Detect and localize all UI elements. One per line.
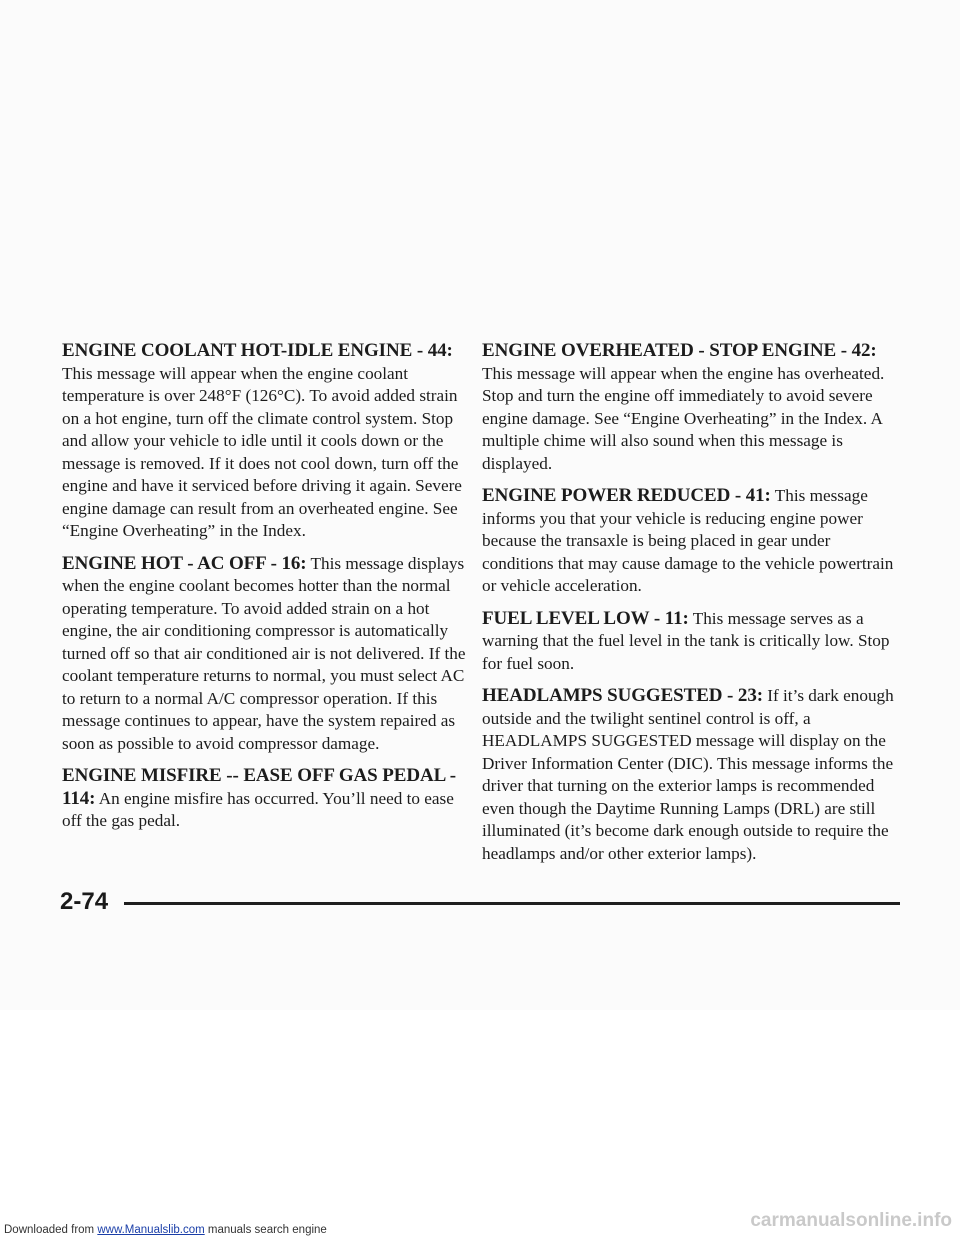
message-entry-coolant-hot-idle <box>62 340 468 543</box>
right-column <box>482 340 906 875</box>
site-watermark: carmanualsonline.info <box>750 1210 952 1231</box>
page-number: 2-74 <box>60 888 109 915</box>
entry-heading: ENGINE HOT - AC OFF - 16: <box>62 552 307 574</box>
footer-rule <box>124 902 900 905</box>
entry-heading: ENGINE MISFIRE -- EASE OFF GAS PEDAL - 114: <box>62 765 457 809</box>
message-entry-engine-power-reduced <box>482 485 906 598</box>
entry-body: This message will appear when the engine has overheated. Stop and turn the engine off immediately to avoid severe engine damage. See “Engine Overheating” in the Index. A multiple chime will also sound when this message is displayed. <box>482 363 885 473</box>
entry-body: This message displays when the engine coolant becomes hotter than the normal operating temperature. To avoid added strain on a hot engine, the air conditioning compressor is automatically turned off so that air conditioned air is not delivered. If the coolant temperature returns to normal, you must select AC to return to a normal A/C compressor operation. If this message continues to appear, have the system repaired as soon as possible to avoid compressor damage. <box>62 553 466 753</box>
message-entry-engine-misfire <box>62 765 468 833</box>
message-entry-headlamps-suggested <box>482 685 906 865</box>
entry-heading: FUEL LEVEL LOW - 11: <box>482 607 689 629</box>
left-column <box>62 340 468 843</box>
message-entry-fuel-level-low <box>482 608 906 676</box>
entry-body: An engine misfire has occurred. You’ll need to ease off the gas pedal. <box>62 788 454 830</box>
entry-heading: ENGINE COOLANT HOT-IDLE ENGINE - 44: <box>62 340 453 361</box>
entry-body: This message informs you that your vehicle is reducing engine power because the transaxle is being placed in gear under conditions that may cause damage to the vehicle powertrain or vehicle acceleration. <box>482 486 894 595</box>
message-entry-engine-overheated <box>482 340 906 475</box>
download-watermark <box>4 1224 327 1236</box>
watermark-suffix: manuals search engine <box>204 1224 327 1236</box>
entry-body: If it’s dark enough outside and the twilight sentinel control is off, a HEADLAMPS SUGGESTED message will display on the Driver Information Center (DIC). This message informs the driver that turning on the exterior lamps is recommended even though the Daytime Running Lamps (DRL) are still illuminated (it’s become dark enough outside to require the headlamps and/or other exterior lamps). <box>482 686 894 863</box>
entry-heading: ENGINE OVERHEATED - STOP ENGINE - 42: <box>482 340 877 361</box>
entry-heading: HEADLAMPS SUGGESTED - 23: <box>482 685 763 706</box>
watermark-prefix: Downloaded from <box>4 1224 98 1236</box>
manualslib-link[interactable]: www.Manualslib.com <box>97 1224 205 1236</box>
entry-heading: ENGINE POWER REDUCED - 41: <box>482 485 771 506</box>
entry-body: This message serves as a warning that the fuel level in the tank is critically low. Stop for fuel soon. <box>482 608 890 673</box>
entry-body: This message will appear when the engine coolant temperature is over 248°F (126°C). To avoid added strain on a hot engine, turn off the climate control system. Stop and allow your vehicle to idle until it cools down or the message is removed. If it does not cool down, turn off the engine and have it serviced before driving it again. Severe engine damage can result from an overheated engine. See “Engine Overheating” in the Index. <box>62 363 462 540</box>
message-entry-engine-hot-ac-off <box>62 553 468 756</box>
